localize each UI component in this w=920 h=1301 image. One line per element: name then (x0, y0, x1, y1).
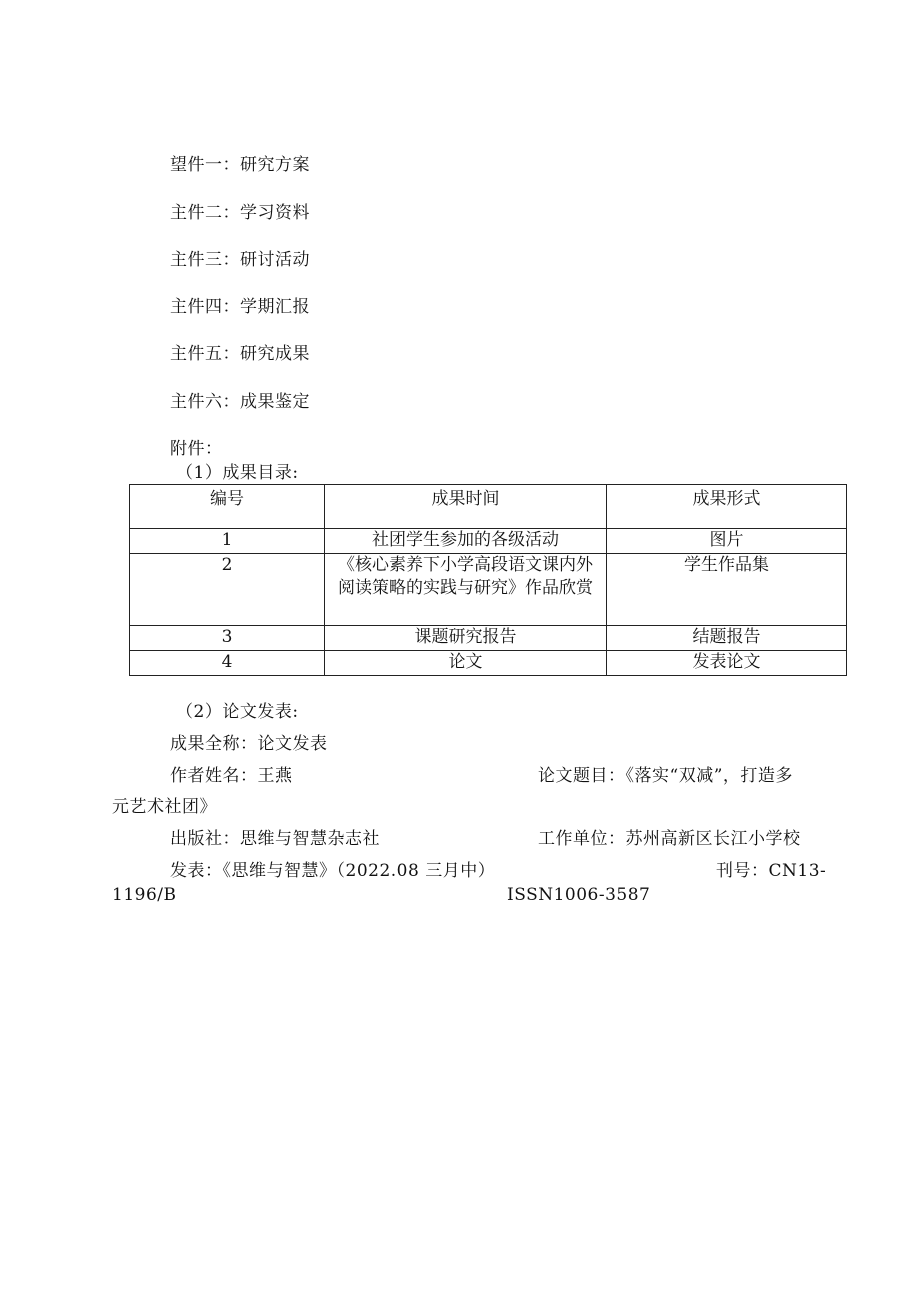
cell-number: 1 (130, 529, 325, 554)
cell-number: 2 (130, 554, 325, 626)
appendix-item-6: 主件六：成果鉴定 (170, 392, 310, 412)
column-header-name: 成果时间 (325, 485, 607, 529)
column-header-form: 成果形式 (607, 485, 847, 529)
cell-form: 学生作品集 (607, 554, 847, 626)
cell-form: 结题报告 (607, 626, 847, 651)
cell-name: 论文 (325, 651, 607, 676)
publisher: 出版社：思维与智慧杂志社 (170, 829, 380, 849)
results-catalog-heading: （1）成果目录: (176, 463, 299, 483)
appendix-item-3: 主件三：研讨活动 (170, 250, 310, 270)
appendix-item-5: 主件五：研究成果 (170, 344, 310, 364)
cell-name: 社团学生参加的各级活动 (325, 529, 607, 554)
paper-title-line-1: 论文题目：《落实“双减”，打造多 (538, 766, 793, 786)
column-header-number: 编号 (130, 485, 325, 529)
appendix-item-1: 望件一：研究方案 (170, 155, 310, 175)
results-catalog-table (129, 484, 847, 676)
cell-number: 3 (130, 626, 325, 651)
achievement-full-name: 成果全称：论文发表 (170, 734, 328, 754)
paper-title-line-2: 元艺术社团》 (112, 797, 217, 817)
work-unit: 工作单位：苏州高新区长江小学校 (538, 829, 801, 849)
paper-publication-heading: （2）论文发表: (176, 702, 299, 722)
cell-name-line-1: 《核心素养下小学高段语文课内外 (338, 555, 593, 575)
cell-form: 发表论文 (607, 651, 847, 676)
cell-form: 图片 (607, 529, 847, 554)
journal-number-line-2: 1196/B (112, 885, 177, 905)
cell-name: 课题研究报告 (325, 626, 607, 651)
cell-number: 4 (130, 651, 325, 676)
table-row (130, 651, 847, 676)
table-row (130, 529, 847, 554)
journal-number-line-1: 刊号：CN13- (716, 861, 827, 881)
table-header-row (130, 485, 847, 529)
issn-number: ISSN1006-3587 (507, 885, 651, 905)
appendix-item-4: 主件四：学期汇报 (170, 297, 310, 317)
cell-name (325, 554, 607, 626)
author-name: 作者姓名：王燕 (170, 766, 293, 786)
published-in: 发表：《思维与智慧》（2022.08 三月中） (170, 861, 496, 881)
attachments-label: 附件： (170, 439, 223, 459)
appendix-item-2: 主件二：学习资料 (170, 203, 310, 223)
table-row (130, 554, 847, 626)
cell-name-line-2: 阅读策略的实践与研究》作品欣赏 (338, 578, 593, 598)
table-row (130, 626, 847, 651)
